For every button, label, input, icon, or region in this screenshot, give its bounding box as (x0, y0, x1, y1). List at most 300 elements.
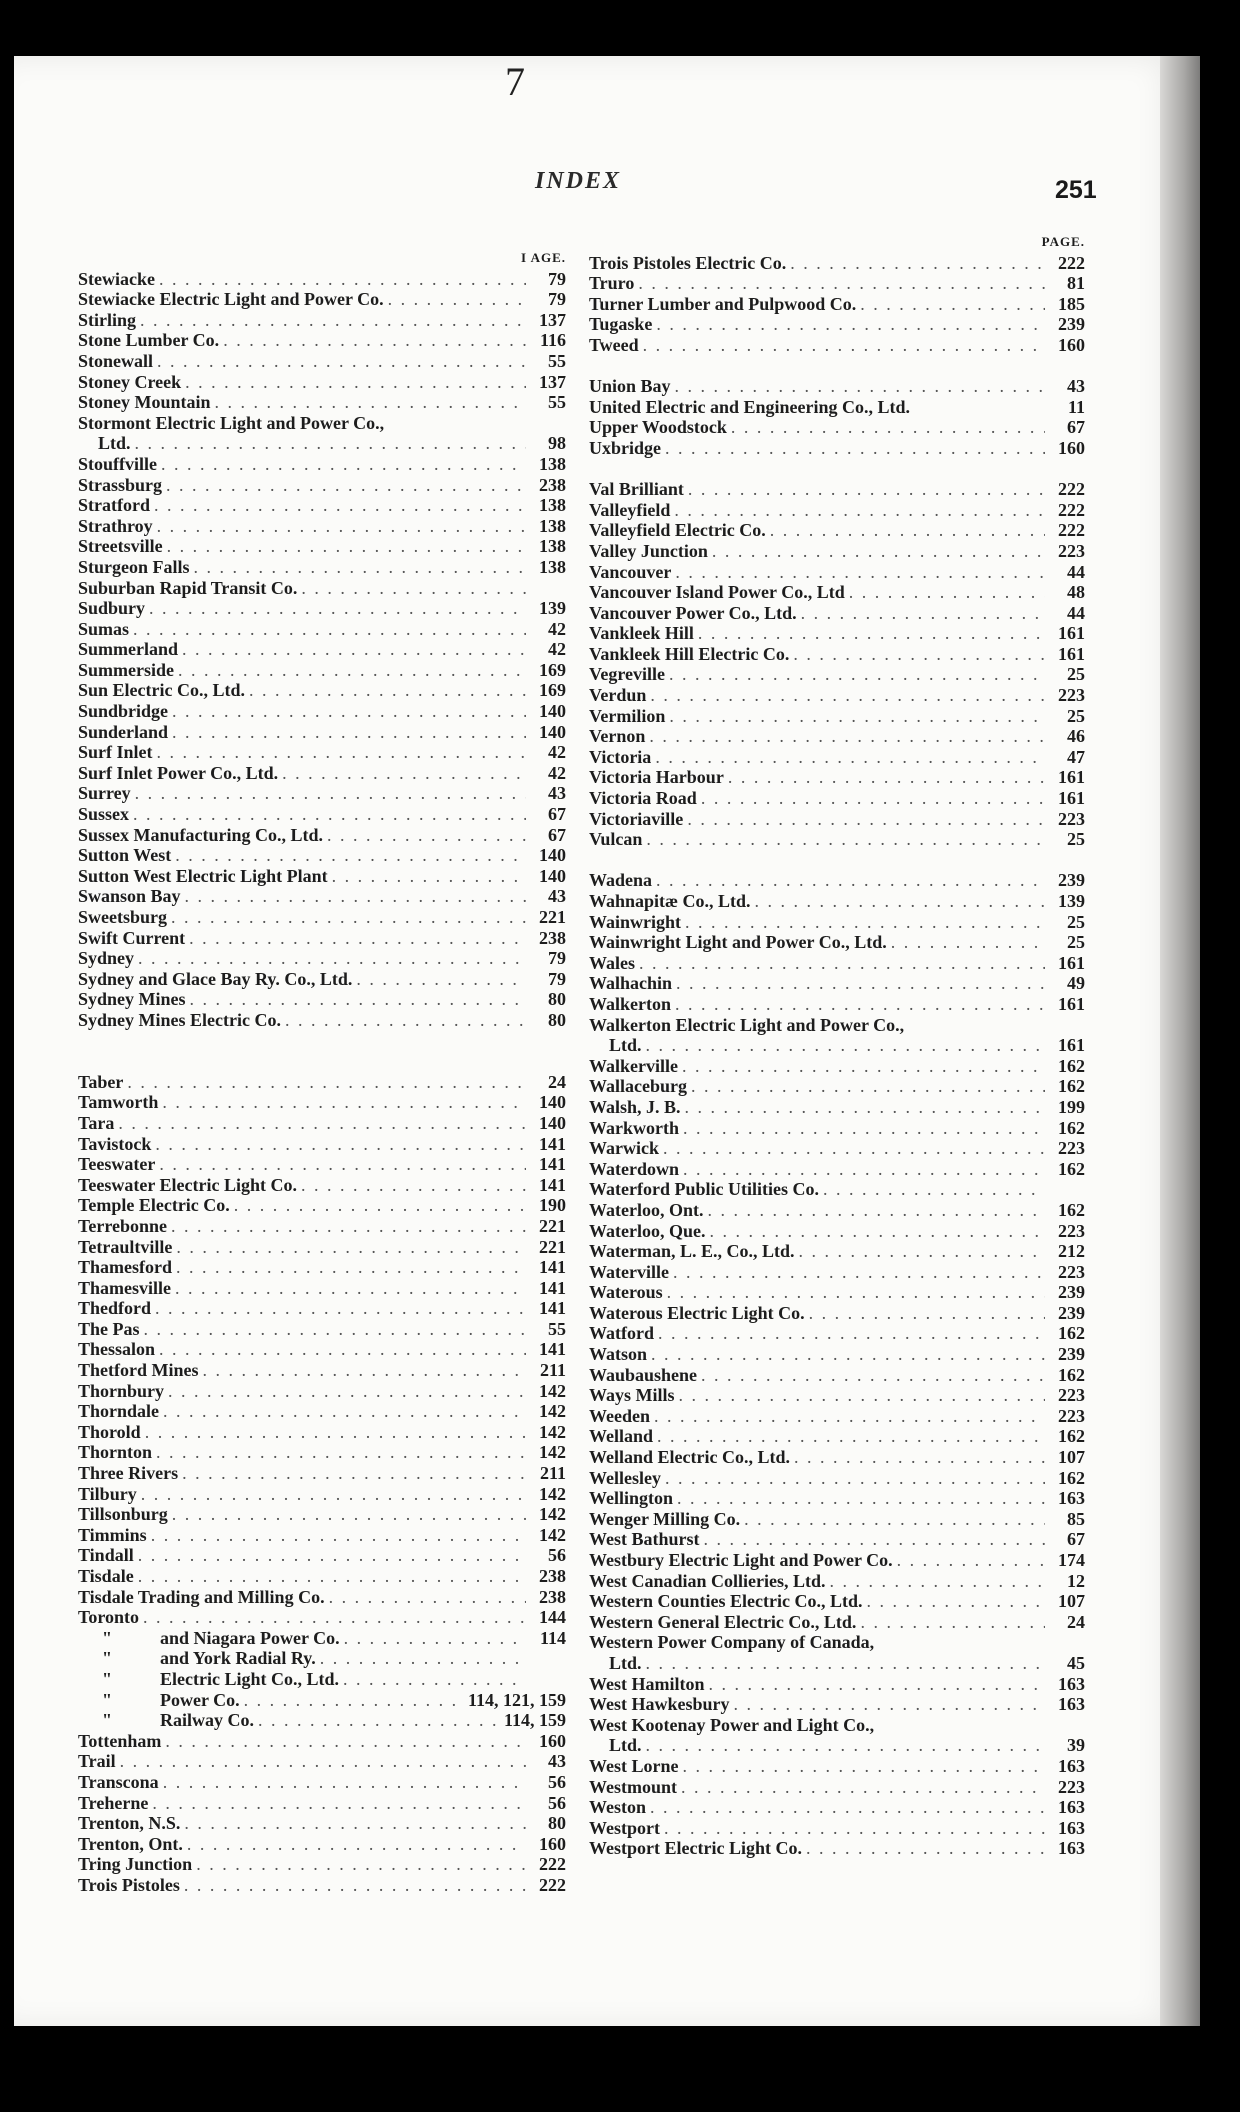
entry-name (78, 1710, 254, 1731)
entry-name: Tillsonburg (78, 1504, 168, 1525)
entry-name: Thornton (78, 1442, 153, 1463)
left-index-column (78, 248, 566, 1896)
entry-name: Warwick (589, 1138, 659, 1159)
leader-dots (185, 372, 526, 393)
entry-name: Sweetsburg (78, 907, 167, 927)
leader-dots (646, 1735, 1045, 1756)
entry-name-text: Railway Co. (160, 1710, 254, 1731)
entry-page: 114, 159 (503, 1710, 566, 1731)
leader-dots (675, 994, 1045, 1015)
entry-name: Terrebonne (78, 1215, 168, 1236)
entry-page: 25 (1067, 664, 1085, 685)
index-entry (78, 495, 566, 516)
entry-name-text: and York Radial Ry. (160, 1648, 316, 1669)
leader-dots (643, 335, 1045, 356)
leader-dots (176, 1237, 526, 1258)
entry-page: 223 (1058, 685, 1085, 706)
leader-dots (143, 1607, 526, 1628)
entry-page: 144 (539, 1607, 566, 1628)
entry-page: 190 (539, 1195, 566, 1216)
entry-page: 162 (1058, 1076, 1085, 1097)
entry-name: Summerside (78, 659, 174, 680)
entry-page: 222 (1058, 252, 1085, 273)
index-entry (78, 578, 566, 599)
entry-page: 138 (539, 515, 566, 536)
index-entry (78, 1463, 566, 1484)
leader-dots (646, 1653, 1045, 1674)
leader-dots (151, 1525, 526, 1546)
entry-page: 140 (539, 701, 566, 722)
entry-name: Waterford Public Utilities Co. (589, 1179, 819, 1200)
leader-dots (878, 1632, 1045, 1653)
entry-page: 142 (539, 1524, 566, 1545)
entry-page: 39 (1067, 1735, 1085, 1756)
corner-mark: 7 (505, 59, 525, 104)
entry-page: 12 (1067, 1570, 1085, 1591)
leader-dots (677, 1488, 1045, 1509)
entry-name: Valley Junction (589, 540, 708, 561)
index-entry (589, 1756, 1085, 1777)
entry-page (530, 1669, 566, 1690)
index-entry (78, 1010, 566, 1031)
index-entry (589, 1818, 1085, 1839)
entry-page: 161 (1058, 788, 1085, 809)
index-entry (78, 928, 566, 949)
leader-dots (184, 1875, 526, 1896)
leader-dots (166, 475, 526, 496)
entry-name-text: and Niagara Power Co. (160, 1627, 340, 1648)
entry-page: 141 (539, 1133, 566, 1154)
entry-name: Surf Inlet Power Co., Ltd. (78, 762, 279, 783)
entry-page: 161 (1058, 1035, 1085, 1056)
leader-dots (676, 973, 1045, 994)
leader-dots (701, 788, 1045, 809)
leader-dots (914, 397, 1045, 418)
index-entry (78, 886, 566, 907)
index-gap (589, 356, 1085, 377)
entry-page: 141 (539, 1339, 566, 1360)
leader-dots (849, 582, 1045, 603)
index-entry (78, 1237, 566, 1258)
entry-page: 162 (1058, 1323, 1085, 1344)
index-entry (78, 619, 566, 640)
index-entry (78, 948, 566, 969)
leader-dots (656, 314, 1045, 335)
entry-page: 116 (539, 330, 566, 351)
entry-page: 212 (1058, 1241, 1085, 1262)
entry-page: 169 (539, 680, 566, 701)
entry-page: 223 (1058, 540, 1085, 561)
index-entry (589, 438, 1085, 459)
entry-name: Tring Junction (78, 1854, 193, 1875)
entry-page: 222 (539, 1854, 566, 1875)
index-entry (589, 953, 1085, 974)
leader-dots (196, 1854, 526, 1875)
entry-page: 223 (1058, 1405, 1085, 1426)
leader-dots (897, 1550, 1045, 1571)
entry-name: Trenton, Ont. (78, 1833, 183, 1854)
index-entry (78, 742, 566, 763)
entry-name: Treherne (78, 1792, 149, 1813)
entry-name: Thessalon (78, 1339, 156, 1360)
entry-name: Thornbury (78, 1380, 165, 1401)
entry-name: Walhachin (589, 973, 673, 994)
leader-dots (172, 722, 526, 743)
leader-dots (194, 557, 526, 578)
entry-name: Sussex (78, 804, 130, 825)
entry-name: West Kootenay Power and Light Co., (589, 1714, 875, 1735)
leader-dots (908, 1015, 1045, 1036)
entry-name: Stouffville (78, 453, 157, 474)
index-entry (589, 1282, 1085, 1303)
entry-page: 137 (539, 371, 566, 392)
entry-name: Trenton, N.S. (78, 1813, 181, 1834)
leader-dots (388, 413, 526, 434)
index-entry (589, 1365, 1085, 1386)
index-entry (589, 417, 1085, 438)
entry-page: 79 (548, 968, 566, 989)
entry-name: Val Brilliant (589, 479, 684, 500)
leader-dots (185, 886, 526, 907)
leader-dots (155, 1134, 526, 1155)
entry-page: 43 (548, 886, 566, 907)
leader-dots (830, 1571, 1045, 1592)
entry-name: Wahnapitæ Co., Ltd. (589, 891, 751, 911)
entry-page: 24 (548, 1071, 566, 1092)
index-entry (78, 1298, 566, 1319)
page-column-label: I AGE. (520, 250, 566, 265)
entry-name: Three Rivers (78, 1463, 179, 1484)
entry-name: Sudbury (78, 598, 146, 619)
entry-page: 141 (539, 1154, 566, 1175)
leader-dots (249, 680, 526, 701)
leader-dots (159, 1154, 526, 1175)
entry-name: Thamesville (78, 1277, 171, 1298)
ditto-mark: " (102, 1710, 112, 1731)
index-entry (78, 783, 566, 804)
leader-dots (234, 1195, 526, 1216)
entry-page: 161 (1058, 952, 1085, 973)
index-entry (589, 1262, 1085, 1283)
entry-page (1049, 1015, 1085, 1036)
index-entry (589, 644, 1085, 665)
entry-page: 139 (1058, 891, 1085, 911)
leader-dots (806, 1838, 1045, 1859)
leader-dots (165, 1731, 526, 1752)
entry-name: Vermilion (589, 705, 666, 726)
leader-dots (860, 294, 1045, 315)
entry-page: 80 (548, 989, 566, 1010)
entry-page: 160 (539, 1730, 566, 1751)
entry-page: 141 (539, 1277, 566, 1298)
entry-page: 142 (539, 1483, 566, 1504)
entry-page (1049, 1632, 1085, 1653)
leader-dots (682, 1056, 1045, 1077)
entry-page: 163 (1058, 1694, 1085, 1715)
entry-name: Tottenham (78, 1730, 162, 1751)
entry-name: Weeden (589, 1405, 650, 1426)
entry-name: Vulcan (589, 829, 643, 850)
entry-page: 222 (1058, 520, 1085, 541)
leader-dots (223, 330, 526, 351)
entry-page: 42 (548, 618, 566, 639)
leader-dots (329, 1587, 526, 1608)
entry-name (78, 1669, 339, 1690)
leader-dots (734, 1694, 1045, 1715)
leader-dots (189, 928, 526, 949)
leader-dots (794, 1447, 1045, 1468)
leader-dots (799, 1241, 1045, 1262)
entry-name: Stormont Electric Light and Power Co., (78, 412, 385, 433)
entry-name: Tara (78, 1112, 115, 1133)
entry-page: 162 (1058, 1117, 1085, 1138)
leader-dots (679, 1385, 1045, 1406)
index-entry (78, 866, 566, 887)
entry-name: Vernon (589, 726, 646, 747)
entry-page: 162 (1058, 1426, 1085, 1447)
entry-name: Trois Pistoles (78, 1874, 180, 1895)
leader-dots (801, 603, 1045, 624)
index-entry (78, 1484, 566, 1505)
entry-page: 67 (1067, 417, 1085, 438)
entry-page: 56 (548, 1545, 566, 1566)
index-entry (589, 1468, 1085, 1489)
index-entry (78, 330, 566, 351)
index-entry (78, 536, 566, 557)
entry-name: Tweed (589, 334, 639, 355)
entry-page: 43 (548, 783, 566, 804)
entry-name: Vankleek Hill (589, 623, 694, 644)
index-entry (78, 1442, 566, 1463)
entry-name: Walkerton (589, 993, 672, 1014)
entry-name: Suburban Rapid Transit Co. (78, 577, 298, 598)
leader-dots (673, 1262, 1045, 1283)
entry-name: Western Power Company of Canada, (589, 1632, 875, 1653)
entry-name: Trois Pistoles Electric Co. (589, 252, 787, 273)
index-entry (78, 1566, 566, 1587)
entry-name: Strathroy (78, 515, 153, 536)
index-entry (589, 932, 1085, 953)
leader-dots (135, 783, 526, 804)
entry-name: West Bathurst (589, 1529, 700, 1550)
index-entry (589, 1674, 1085, 1695)
leader-dots (258, 1710, 500, 1731)
entry-page (1049, 1179, 1085, 1200)
index-entry (78, 1504, 566, 1525)
entry-page: 25 (1067, 705, 1085, 726)
leader-dots (135, 433, 526, 454)
leader-dots (688, 479, 1045, 500)
leader-dots (301, 578, 526, 599)
index-entry (589, 973, 1085, 994)
leader-dots (171, 1216, 526, 1237)
entry-name: Stoney Mountain (78, 392, 211, 413)
leader-dots (171, 907, 526, 928)
leader-dots (658, 1323, 1045, 1344)
entry-page: 25 (1067, 829, 1085, 850)
leader-dots (667, 1282, 1045, 1303)
entry-name: Western General Electric Co., Ltd. (589, 1611, 857, 1632)
entry-name: Surf Inlet (78, 742, 153, 763)
entry-name: Turner Lumber and Pulpwood Co. (589, 293, 857, 314)
index-entry (78, 907, 566, 928)
index-entry (78, 763, 566, 784)
entry-name: Waterville (589, 1261, 669, 1282)
index-entry (78, 433, 566, 454)
leader-dots (159, 269, 526, 290)
entry-page: 239 (1058, 314, 1085, 335)
entry-page: 161 (1058, 767, 1085, 788)
page-number: 251 (1055, 176, 1097, 204)
index-entry (589, 1385, 1085, 1406)
index-entry (589, 376, 1085, 397)
leader-dots (156, 1442, 526, 1463)
index-gap (78, 1051, 566, 1072)
leader-dots (203, 1360, 527, 1381)
entry-page: 142 (539, 1380, 566, 1401)
leader-dots (172, 1504, 526, 1525)
entry-name: Waterous (589, 1282, 663, 1303)
entry-name: Ltd. (98, 433, 131, 454)
entry-name: Ways Mills (589, 1385, 675, 1406)
entry-page: 44 (1067, 602, 1085, 623)
entry-page: 163 (1058, 1817, 1085, 1838)
index-entry (589, 1571, 1085, 1592)
entry-page: 142 (539, 1421, 566, 1442)
leader-dots (708, 1200, 1046, 1221)
index-entry (589, 1056, 1085, 1077)
entry-name: West Canadian Collieries, Ltd. (589, 1570, 826, 1591)
entry-name: Welland (589, 1426, 654, 1447)
index-entry (78, 1648, 566, 1669)
entry-name: Transcona (78, 1771, 159, 1792)
leader-dots (685, 912, 1045, 933)
index-entry (78, 1401, 566, 1422)
index-entry (78, 1772, 566, 1793)
entry-name: Vankleek Hill Electric Co. (589, 643, 790, 664)
entry-name: Thamesford (78, 1257, 172, 1278)
leader-dots (141, 1484, 526, 1505)
index-entry (589, 520, 1085, 541)
leader-dots (866, 1591, 1045, 1612)
leader-dots (144, 1319, 526, 1340)
entry-page: 211 (539, 1360, 566, 1381)
entry-page: 223 (1058, 1220, 1085, 1241)
entry-page: 238 (539, 1586, 566, 1607)
leader-dots (646, 1035, 1045, 1056)
leader-dots (878, 1715, 1045, 1736)
index-entry (589, 706, 1085, 727)
entry-page (530, 413, 566, 434)
leader-dots (155, 1298, 526, 1319)
index-entry (78, 680, 566, 701)
entry-name: Sumas (78, 618, 130, 639)
leader-dots (663, 1138, 1045, 1159)
index-entry (589, 1035, 1085, 1056)
entry-page: 142 (539, 1442, 566, 1463)
index-entry (78, 413, 566, 434)
entry-name: Sturgeon Falls (78, 556, 190, 577)
entry-page: 107 (1058, 1447, 1085, 1468)
entry-name: Wellington (589, 1488, 674, 1509)
leader-dots (343, 1669, 526, 1690)
leader-dots (187, 1834, 526, 1855)
index-entry (78, 1257, 566, 1278)
entry-page: 45 (1067, 1652, 1085, 1673)
index-gap (78, 1031, 566, 1052)
leader-dots (159, 1339, 526, 1360)
entry-page: 199 (1058, 1096, 1085, 1117)
entry-page: 140 (539, 845, 566, 866)
index-entry (589, 1612, 1085, 1633)
leader-dots (332, 866, 526, 887)
leader-dots (709, 1674, 1046, 1695)
entry-page: 221 (539, 907, 566, 927)
leader-dots (860, 1612, 1045, 1633)
entry-name-text: Power Co. (160, 1689, 240, 1710)
entry-name: Sydney Mines (78, 989, 186, 1010)
entry-name: Victoria Harbour (589, 767, 724, 788)
entry-name: Thorndale (78, 1401, 160, 1422)
leader-dots (657, 1426, 1045, 1447)
leader-dots (685, 1097, 1045, 1118)
entry-name: Watford (589, 1323, 654, 1344)
entry-name: Tilbury (78, 1483, 137, 1504)
entry-page: 185 (1058, 293, 1085, 314)
index-entry (78, 392, 566, 413)
index-entry (589, 479, 1085, 500)
entry-page: 163 (1058, 1488, 1085, 1509)
leader-dots (675, 376, 1045, 397)
right-index-list (589, 253, 1085, 1859)
entry-name: Swift Current (78, 927, 186, 948)
entry-page: 239 (1058, 1302, 1085, 1323)
entry-page: 42 (548, 639, 566, 660)
entry-name: Sutton West Electric Light Plant (78, 865, 328, 886)
entry-page: 56 (548, 1771, 566, 1792)
leader-dots (182, 639, 526, 660)
leader-dots (388, 289, 526, 310)
entry-page: 221 (539, 1215, 566, 1236)
entry-name: Welland Electric Co., Ltd. (589, 1447, 790, 1468)
entry-page: 223 (1058, 1261, 1085, 1282)
entry-page: 142 (539, 1504, 566, 1525)
entry-page: 114, 121, 159 (467, 1689, 566, 1710)
entry-name: Stirling (78, 309, 137, 330)
index-entry (78, 598, 566, 619)
leader-dots (176, 1257, 526, 1278)
leader-dots (133, 619, 526, 640)
entry-name: Westbury Electric Light and Power Co. (589, 1550, 893, 1570)
entry-page: 138 (539, 495, 566, 516)
leader-dots (178, 660, 526, 681)
entry-page: 222 (539, 1874, 566, 1895)
leader-dots (161, 454, 526, 475)
leader-dots (704, 1529, 1045, 1550)
leader-dots (683, 1118, 1045, 1139)
entry-name: Union Bay (589, 376, 671, 397)
index-entry (589, 1735, 1085, 1756)
leader-dots (638, 273, 1045, 294)
index-entry (78, 1381, 566, 1402)
index-entry (78, 845, 566, 866)
leader-dots (790, 253, 1045, 274)
entry-name: Weston (589, 1797, 647, 1818)
entry-name: Verdun (589, 685, 647, 706)
entry-page: 163 (1058, 1755, 1085, 1776)
entry-name (78, 1690, 240, 1711)
entry-name: Tindall (78, 1545, 134, 1566)
